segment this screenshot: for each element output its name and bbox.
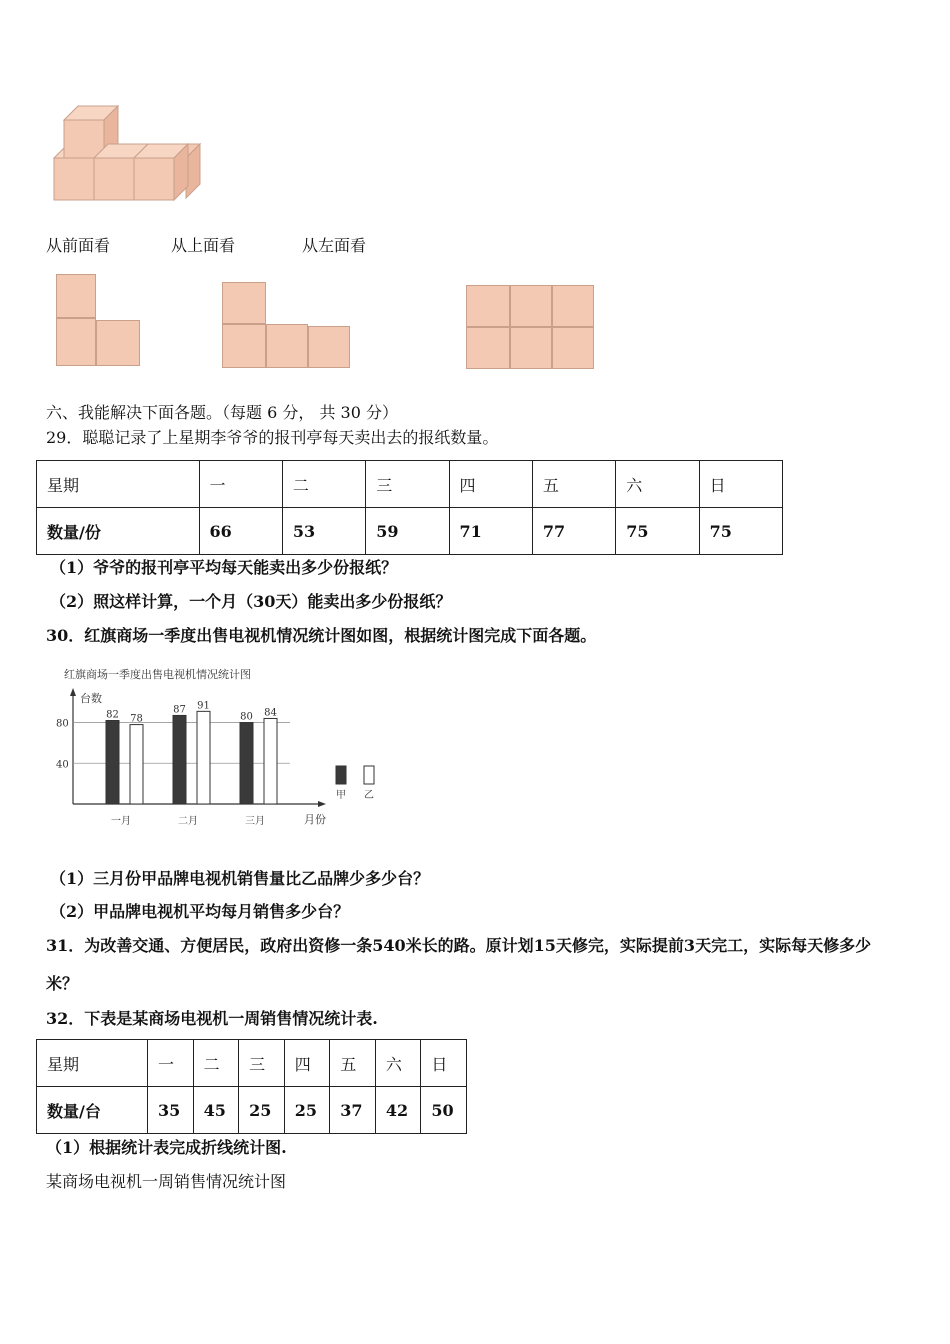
y-tick-label: 40 xyxy=(56,759,69,771)
q31-line2: 米？ xyxy=(46,974,79,993)
legend xyxy=(336,766,374,801)
q32-sub1: （1）根据统计表完成折线统计图. xyxy=(46,1138,287,1157)
x-axis-label: 月份 xyxy=(304,813,326,826)
table-cell: 五 xyxy=(532,461,615,508)
q29-sub1: （1）爷爷的报刊亭平均每天能卖出多少份报纸？ xyxy=(50,558,398,577)
left-view-shape xyxy=(466,285,594,369)
x-tick-label: 二月 xyxy=(178,816,198,827)
front-view-label: 从前面看 xyxy=(46,236,111,255)
chart-title: 红旗商场一季度出售电视机情况统计图 xyxy=(64,668,251,681)
table-cell: 三 xyxy=(239,1040,285,1087)
bar-甲-一月 xyxy=(106,721,119,804)
table-cell: 45 xyxy=(193,1087,239,1134)
table-cell: 59 xyxy=(366,508,449,555)
table-cell: 75 xyxy=(699,508,782,555)
front-view-shape xyxy=(56,274,142,368)
x-tick-label: 一月 xyxy=(111,816,131,827)
q29-sub2: （2）照这样计算，一个月（30天）能卖出多少份报纸？ xyxy=(50,592,452,611)
table-row xyxy=(37,1087,467,1134)
table-cell: 71 xyxy=(449,508,532,555)
data-label: 78 xyxy=(130,713,143,725)
table-cell: 25 xyxy=(284,1087,330,1134)
q29-table xyxy=(36,460,783,555)
q32-stem: 32．下表是某商场电视机一周销售情况统计表. xyxy=(46,1009,378,1028)
table-cell: 75 xyxy=(616,508,699,555)
table-cell: 六 xyxy=(616,461,699,508)
data-label: 87 xyxy=(173,704,186,716)
data-label: 82 xyxy=(106,709,119,721)
bar-乙-三月 xyxy=(264,718,277,804)
table-cell: 六 xyxy=(375,1040,421,1087)
bar-甲-二月 xyxy=(173,715,186,804)
table-cell: 四 xyxy=(449,461,532,508)
table-cell: 数量/份 xyxy=(37,508,200,555)
bar-乙-一月 xyxy=(130,725,143,804)
table-cell: 数量/台 xyxy=(37,1087,148,1134)
table-cell: 一 xyxy=(199,461,282,508)
table-cell: 50 xyxy=(421,1087,467,1134)
legend-swatch-yi xyxy=(364,766,374,784)
table-row xyxy=(37,508,783,555)
table-cell: 星期 xyxy=(37,461,200,508)
top-view-shape xyxy=(222,282,352,368)
table-cell: 四 xyxy=(284,1040,330,1087)
table-cell: 25 xyxy=(239,1087,285,1134)
q30-sub1: （1）三月份甲品牌电视机销售量比乙品牌少多少台？ xyxy=(50,869,430,888)
table-cell: 日 xyxy=(699,461,782,508)
left-view-label: 从左面看 xyxy=(302,236,367,255)
legend-label-jia: 甲 xyxy=(336,790,346,801)
x-axis-arrow xyxy=(318,801,326,807)
q31-line1: 31．为改善交通、方便居民，政府出资修一条540米长的路。原计划15天修完，实际提前3天完工，实际每天修多少 xyxy=(46,936,872,955)
y-axis-label: 台数 xyxy=(80,692,102,705)
legend-swatch-jia xyxy=(336,766,346,784)
data-label: 91 xyxy=(197,700,210,712)
bar-chart-svg xyxy=(50,662,390,832)
data-label: 80 xyxy=(240,711,253,723)
q32-table xyxy=(36,1039,467,1134)
q30-sub2: （2）甲品牌电视机平均每月销售多少台？ xyxy=(50,902,350,921)
table-row xyxy=(37,461,783,508)
table-cell: 日 xyxy=(421,1040,467,1087)
top-view-label: 从上面看 xyxy=(171,236,236,255)
table-cell: 五 xyxy=(330,1040,376,1087)
q32-chart-title: 某商场电视机一周销售情况统计图 xyxy=(46,1172,287,1191)
table-cell: 37 xyxy=(330,1087,376,1134)
bar-乙-二月 xyxy=(197,711,210,804)
table-cell: 一 xyxy=(148,1040,194,1087)
bar-甲-三月 xyxy=(240,723,253,804)
table-row xyxy=(37,1040,467,1087)
table-cell: 35 xyxy=(148,1087,194,1134)
data-label: 84 xyxy=(264,707,277,719)
legend-label-yi: 乙 xyxy=(364,790,374,801)
y-axis-arrow xyxy=(70,688,76,696)
table-cell: 77 xyxy=(532,508,615,555)
table-cell: 42 xyxy=(375,1087,421,1134)
q29-stem: 29．聪聪记录了上星期李爷爷的报刊亭每天卖出去的报纸数量。 xyxy=(46,428,499,447)
section-six-heading: 六、我能解决下面各题。（每题 6 分， 共 30 分） xyxy=(46,403,398,422)
q30-stem: 30．红旗商场一季度出售电视机情况统计图如图，根据统计图完成下面各题。 xyxy=(46,626,597,645)
table-cell: 53 xyxy=(282,508,365,555)
x-tick-label: 三月 xyxy=(245,816,265,827)
table-cell: 星期 xyxy=(37,1040,148,1087)
q30-bar-chart xyxy=(50,662,390,832)
table-cell: 66 xyxy=(199,508,282,555)
cube-stack-figure xyxy=(50,100,210,218)
y-tick-label: 80 xyxy=(56,718,69,730)
table-cell: 三 xyxy=(366,461,449,508)
table-cell: 二 xyxy=(193,1040,239,1087)
table-cell: 二 xyxy=(282,461,365,508)
